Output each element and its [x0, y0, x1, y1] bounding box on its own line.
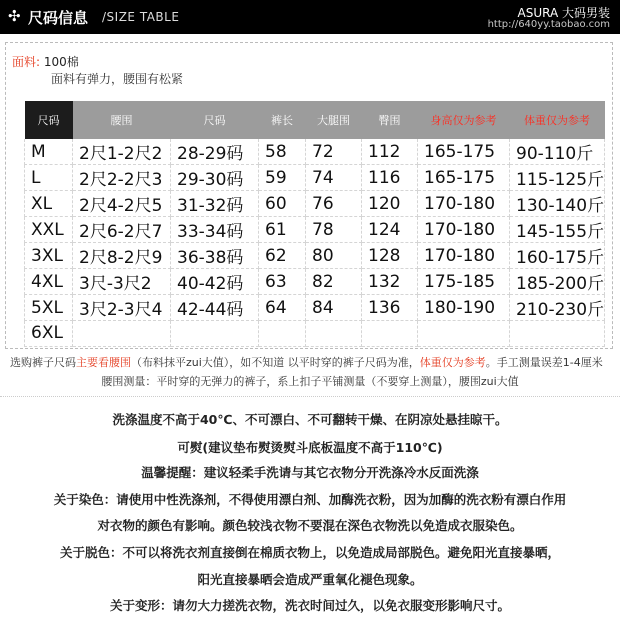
- cell: 120: [362, 191, 418, 217]
- cell: 84: [306, 295, 362, 321]
- care-line: 关于变形：请勿大力搓洗衣物，洗衣时间过久，以免衣服变形影响尺寸。: [109, 598, 510, 613]
- cell: 112: [362, 139, 418, 165]
- cell: 160-175斤: [510, 243, 605, 269]
- table-row: [25, 139, 605, 165]
- cell: 62: [259, 243, 306, 269]
- cell: 74: [306, 165, 362, 191]
- cell: XL: [25, 191, 73, 217]
- header-size: 尺码: [25, 101, 73, 139]
- cell: 4XL: [25, 269, 73, 295]
- cell: XXL: [25, 217, 73, 243]
- header-waist: 腰围: [73, 101, 171, 139]
- material-note: 面料有弹力，腰围有松紧: [51, 72, 184, 86]
- cell: 6XL: [25, 321, 73, 347]
- cell: 3尺2-3尺4: [73, 295, 171, 321]
- measurement-note: [10, 354, 615, 372]
- brand-logo: ASURA 大码男装: [517, 6, 610, 20]
- cell: 59: [259, 165, 306, 191]
- size-table: [24, 101, 605, 347]
- cell: 80: [306, 243, 362, 269]
- cell: 115-125斤: [510, 165, 605, 191]
- cell: 3尺-3尺2: [73, 269, 171, 295]
- cell: 42-44码: [171, 295, 259, 321]
- cell: 31-32码: [171, 191, 259, 217]
- cell: 29-30码: [171, 165, 259, 191]
- table-row: [25, 217, 605, 243]
- cell: 130-140斤: [510, 191, 605, 217]
- care-line: 关于脱色：不可以将洗衣剂直接倒在棉质衣物上，以免造成局部脱色。避免阳光直接暴晒，: [59, 545, 560, 560]
- page-header: [0, 0, 620, 34]
- cell: 180-190: [418, 295, 510, 321]
- cell: [259, 321, 306, 347]
- cell: 165-175: [418, 165, 510, 191]
- header-size-code: 尺码: [171, 101, 259, 139]
- cell: 170-180: [418, 191, 510, 217]
- header-hip: 臀围: [362, 101, 418, 139]
- cell: 136: [362, 295, 418, 321]
- material-label: 面料:: [12, 55, 41, 69]
- cell: 64: [259, 295, 306, 321]
- cell: 60: [259, 191, 306, 217]
- cell: [73, 321, 171, 347]
- cell: L: [25, 165, 73, 191]
- cell: 76: [306, 191, 362, 217]
- cell: [171, 321, 259, 347]
- page-subtitle: /SIZE TABLE: [102, 10, 180, 24]
- cell: 58: [259, 139, 306, 165]
- care-line: 阳光直接暴晒会造成严重氧化褪色现象。: [197, 572, 423, 587]
- cell: 2尺4-2尺5: [73, 191, 171, 217]
- header-length: 裤长: [259, 101, 306, 139]
- table-row: [25, 191, 605, 217]
- note-text: （布料抹平zui大值），如不知道 以平时穿的裤子尺码为准，: [131, 356, 420, 369]
- table-row: [25, 269, 605, 295]
- cell: 40-42码: [171, 269, 259, 295]
- table-row: [25, 295, 605, 321]
- cell: 170-180: [418, 243, 510, 269]
- table-row: [25, 321, 605, 347]
- cell: 28-29码: [171, 139, 259, 165]
- header-weight: 体重仅为参考: [510, 101, 605, 139]
- cell: [510, 321, 605, 347]
- table-row: [25, 165, 605, 191]
- cell: 78: [306, 217, 362, 243]
- cell: 116: [362, 165, 418, 191]
- cell: 90-110斤: [510, 139, 605, 165]
- cell: 132: [362, 269, 418, 295]
- cell: M: [25, 139, 73, 165]
- note-text: 。手工测量误差1-4厘米: [485, 356, 603, 369]
- material-line: [12, 53, 79, 70]
- care-line: 洗涤温度不高于40℃、不可漂白、不可翻转干燥、在阴凉处悬挂晾干。: [112, 412, 508, 427]
- cell: 185-200斤: [510, 269, 605, 295]
- cell: 33-34码: [171, 217, 259, 243]
- header-thigh: 大腿围: [306, 101, 362, 139]
- cell: 170-180: [418, 217, 510, 243]
- cell: 210-230斤: [510, 295, 605, 321]
- divider: [0, 396, 620, 397]
- cell: 128: [362, 243, 418, 269]
- care-line: 关于染色：请使用中性洗涤剂，不得使用漂白剂、加酶洗衣粉，因为加酶的洗衣粉有漂白作用: [53, 492, 567, 507]
- cell: 63: [259, 269, 306, 295]
- table-row: [25, 243, 605, 269]
- care-line: 对衣物的颜色有影响。颜色较浅衣物不要混在深色衣物洗以免造成衣服染色。: [97, 518, 523, 533]
- table-header-row: [25, 101, 605, 139]
- note-highlight: 主要看腰围: [76, 356, 131, 369]
- cell: 61: [259, 217, 306, 243]
- header-height: 身高仅为参考: [418, 101, 510, 139]
- cell: [306, 321, 362, 347]
- cell: 2尺8-2尺9: [73, 243, 171, 269]
- cell: 124: [362, 217, 418, 243]
- cell: 2尺2-2尺3: [73, 165, 171, 191]
- note-highlight: 体重仅为参考: [419, 356, 486, 369]
- cell: [362, 321, 418, 347]
- waist-measure-note: 腰围测量：平时穿的无弹力的裤子，系上扣子平铺测量（不要穿上测量），腰围zui大值: [101, 375, 519, 388]
- cell: 72: [306, 139, 362, 165]
- cell: 2尺6-2尺7: [73, 217, 171, 243]
- cell: 36-38码: [171, 243, 259, 269]
- cell: 3XL: [25, 243, 73, 269]
- note-text: 选购裤子尺码: [10, 356, 76, 369]
- cell: [418, 321, 510, 347]
- care-line: 可熨(建议垫布熨烫熨斗底板温度不高于110℃): [177, 440, 443, 455]
- cell: 145-155斤: [510, 217, 605, 243]
- shop-url[interactable]: http://640yy.taobao.com: [487, 19, 610, 30]
- cell: 175-185: [418, 269, 510, 295]
- cross-icon: ✣: [8, 7, 21, 25]
- cell: 165-175: [418, 139, 510, 165]
- material-value: 100棉: [43, 55, 79, 69]
- cell: 5XL: [25, 295, 73, 321]
- cell: 2尺1-2尺2: [73, 139, 171, 165]
- cell: 82: [306, 269, 362, 295]
- page-title: 尺码信息: [28, 9, 89, 27]
- care-line: 温馨提醒：建议轻柔手洗请与其它衣物分开洗涤冷水反面洗涤: [141, 465, 479, 480]
